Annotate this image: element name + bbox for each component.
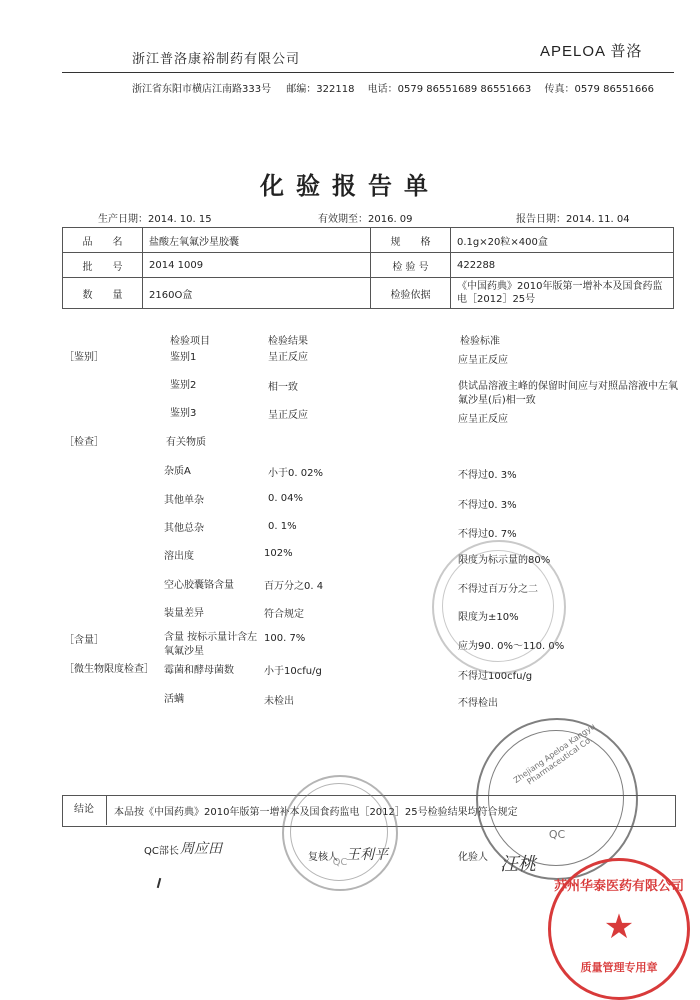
qc-head-label: QC部长	[144, 846, 179, 857]
report-date	[516, 210, 630, 225]
result-row-item: 其他总杂	[164, 523, 204, 534]
result-row-item: 鉴别1	[170, 352, 197, 363]
production-date-value: 2014. 10. 15	[148, 214, 212, 225]
conclusion-text: 本品按《中国药典》2010年版第一增补本及国食药监电［2012］25号检验结果均符合规定	[114, 807, 518, 818]
header-standard: 检验标准	[460, 336, 500, 347]
result-row-result: 百万分之0. 4	[264, 581, 324, 592]
section-inspection: ［检查］	[64, 437, 104, 448]
result-row-standard: 不得过0. 3%	[458, 500, 517, 511]
basis-value: 《中国药典》2010年版第一增补本及国食药监电［2012］25号	[451, 278, 674, 309]
test-no-value: 422288	[451, 253, 674, 278]
address: 浙江省东阳市横店江南路333号	[132, 84, 272, 95]
company-name: 浙江普洛康裕制药有限公司	[132, 52, 301, 67]
company-qc-stamp-text: Zhejiang Apeloa Kangyu Pharmaceutical Co.	[511, 721, 597, 787]
batch-label: 批 号	[63, 253, 143, 278]
spec-label: 规 格	[371, 228, 451, 253]
result-row-result: 100. 7%	[264, 633, 306, 644]
postcode: 322118	[316, 84, 355, 95]
result-row-item: 鉴别3	[170, 408, 197, 419]
result-row-standard: 应呈正反应	[458, 355, 508, 366]
result-row-result: 呈正反应	[268, 352, 308, 363]
result-row-result: 102%	[264, 548, 293, 559]
expiry-date	[318, 210, 413, 225]
result-row-result: 0. 1%	[268, 521, 297, 532]
result-row-standard: 不得过百万分之二	[458, 584, 538, 595]
product-label: 品 名	[63, 228, 143, 253]
result-row-item: 霉菌和酵母菌数	[164, 665, 234, 676]
fax: 0579 86551666	[574, 84, 654, 95]
report-date-value: 2014. 11. 04	[566, 214, 630, 225]
faint-stamp	[432, 540, 566, 674]
batch-value: 2014 1009	[143, 253, 371, 278]
product-value: 盐酸左氧氟沙星胶囊	[143, 228, 371, 253]
report-date-label: 报告日期：	[516, 214, 566, 225]
reviewer-signature: 王利平	[346, 847, 388, 863]
result-row-standard: 不得过100cfu/g	[458, 671, 533, 682]
qc-head-signature: 周应田	[180, 841, 222, 857]
result-row-result: 符合规定	[264, 609, 304, 620]
qc-stamp-center: QC	[332, 857, 348, 868]
pen-mark	[157, 878, 162, 888]
conclusion-label: 结论	[62, 795, 107, 825]
result-row-standard: 不得过0. 7%	[458, 529, 517, 540]
header-divider	[62, 72, 674, 73]
report-title: 化验报告单	[260, 172, 440, 200]
spec-value: 0.1g×20粒×400盒	[451, 228, 674, 253]
product-info-table	[62, 227, 674, 309]
red-qa-stamp	[548, 858, 690, 1000]
company-qc-stamp	[476, 718, 638, 880]
result-row-item: 有关物质	[166, 437, 206, 448]
section-microbial: ［微生物限度检查］	[64, 664, 154, 675]
section-identification: ［鉴别］	[64, 352, 104, 363]
result-row-result: 相一致	[268, 382, 298, 393]
test-no-label: 检 验 号	[371, 253, 451, 278]
result-row-item: 鉴别2	[170, 380, 197, 391]
company-qc-stamp-center: QC	[548, 828, 566, 841]
result-row-result: 小于0. 02%	[268, 468, 323, 479]
result-row-item: 活螨	[164, 694, 184, 705]
red-qa-stamp-center: 质量管理专用章	[580, 961, 658, 974]
result-row-standard: 应呈正反应	[458, 414, 508, 425]
qc-stamp-reviewer	[282, 775, 398, 891]
production-date	[98, 210, 212, 225]
result-row-result: 0. 04%	[268, 493, 303, 504]
result-row-standard: 供试品溶液主峰的保留时间应与对照品溶液中左氧氟沙星(后)相一致	[458, 381, 678, 406]
result-row-standard: 应为90. 0%～110. 0%	[458, 641, 565, 652]
expiry-date-label: 有效期至：	[318, 214, 368, 225]
postcode-label: 邮编：	[286, 84, 317, 95]
result-row-standard: 限度为标示量的80%	[458, 555, 551, 566]
tester-label: 化验人	[458, 852, 488, 863]
quantity-value: 2160O盒	[143, 278, 371, 309]
expiry-date-value: 2016. 09	[368, 214, 413, 225]
result-row-item: 杂质A	[164, 466, 191, 477]
reviewer-label: 复核人	[308, 852, 338, 863]
result-row-standard: 不得检出	[458, 698, 498, 709]
contact-line	[132, 80, 654, 95]
result-row-result: 小于10cfu/g	[264, 666, 322, 677]
result-row-item: 空心胶囊铬含量	[164, 580, 234, 591]
fax-label: 传真：	[544, 84, 575, 95]
header-result: 检验结果	[268, 336, 308, 347]
result-row-item: 溶出度	[164, 551, 194, 562]
phone: 0579 86551689 86551663	[397, 84, 532, 95]
result-row-result: 未检出	[264, 696, 294, 707]
star-icon: ★	[603, 907, 635, 947]
result-row-item: 装量差异	[164, 608, 204, 619]
header-item: 检验项目	[170, 336, 210, 347]
tester-signature: 汪桃	[500, 854, 536, 875]
section-assay: ［含量］	[64, 635, 104, 646]
result-row-result: 呈正反应	[268, 410, 308, 421]
quantity-label: 数 量	[63, 278, 143, 309]
basis-label: 检验依据	[371, 278, 451, 309]
result-row-item: 含量 按标示量计含左氧氟沙星	[164, 632, 258, 657]
result-row-standard: 限度为±10%	[458, 612, 519, 623]
production-date-label: 生产日期：	[98, 214, 148, 225]
red-qa-stamp-text: 苏州华泰医药有限公司	[553, 879, 684, 894]
company-logo: APELOA 普洛	[540, 43, 643, 60]
phone-label: 电话：	[367, 84, 398, 95]
result-row-item: 其他单杂	[164, 495, 204, 506]
result-row-standard: 不得过0. 3%	[458, 470, 517, 481]
